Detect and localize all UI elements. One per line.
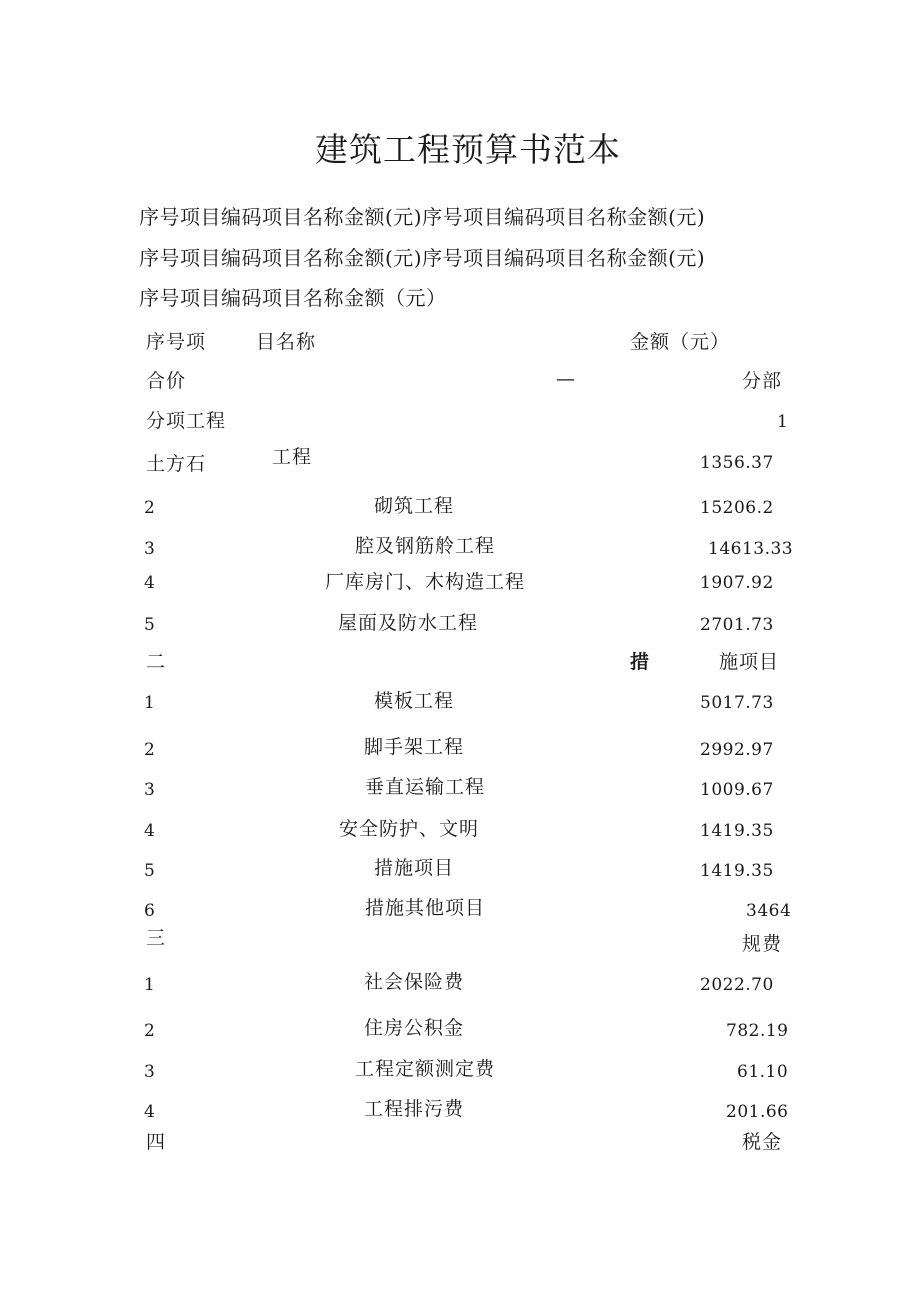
section2-no: 二 — [146, 651, 167, 673]
item-amount: 1419.35 — [700, 861, 774, 881]
item-amount: 2992.97 — [700, 740, 774, 760]
section4-label: 税金 — [742, 1131, 783, 1153]
section2-label-bold: 措 — [630, 651, 651, 673]
item-amount: 61.10 — [737, 1062, 789, 1082]
item-no: 2 — [144, 498, 156, 518]
item-no: 1 — [144, 975, 156, 995]
item-no: 3 — [144, 539, 156, 559]
item-no: 2 — [144, 740, 156, 760]
item-no: 2 — [144, 1021, 156, 1041]
item-name: 厂库房门、木构造工程 — [324, 571, 526, 593]
item-name: 垂直运输工程 — [364, 776, 486, 798]
item-no: 4 — [144, 821, 156, 841]
item-name: 住房公积金 — [363, 1017, 465, 1039]
item-no: 3 — [144, 780, 156, 800]
item-amount: 15206.2 — [700, 498, 774, 518]
item-amount: 201.66 — [726, 1102, 789, 1122]
item-amount: 1009.67 — [700, 780, 774, 800]
item-name: 措施项目 — [373, 857, 455, 879]
total-dash: — — [556, 368, 576, 390]
item-amount: 782.19 — [726, 1021, 789, 1041]
item-name: 模板工程 — [373, 690, 455, 712]
item-name: 工程排污费 — [363, 1098, 465, 1120]
item-no: 4 — [144, 1102, 156, 1122]
item-name: 砌筑工程 — [373, 495, 455, 517]
document-title: 建筑工程预算书范本 — [315, 130, 621, 169]
section1-first-item-right: 工程 — [272, 446, 313, 468]
section1-suffix: 分部 — [742, 370, 783, 392]
item-amount: 2022.70 — [700, 975, 774, 995]
header-line-2: 序号项目编码项目名称金额(元)序号项目编码项目名称金额(元) — [139, 246, 706, 270]
item-no: 4 — [144, 573, 156, 593]
section1-first-item-left: 土方石 — [146, 453, 207, 475]
item-name: 社会保险费 — [363, 971, 465, 993]
item-no: 3 — [144, 1062, 156, 1082]
section1-first-item-amount: 1356.37 — [700, 453, 774, 473]
item-amount: 14613.33 — [708, 539, 794, 559]
item-no: 5 — [144, 615, 156, 635]
table-header-col1: 序号项 — [146, 331, 207, 353]
section2-label-rest: 施项目 — [719, 651, 780, 673]
item-name: 屋面及防水工程 — [337, 612, 479, 634]
item-name: 工程定额测定费 — [354, 1058, 496, 1080]
item-no: 5 — [144, 861, 156, 881]
item-name: 安全防护、文明 — [338, 818, 480, 840]
item-amount: 1907.92 — [700, 573, 774, 593]
item-amount: 1419.35 — [700, 821, 774, 841]
item-name: 腔及钢筋舲工程 — [354, 535, 496, 557]
item-amount: 2701.73 — [700, 615, 774, 635]
item-no: 1 — [144, 693, 156, 713]
total-label: 合价 — [146, 370, 187, 392]
header-line-3: 序号项目编码项目名称金额（元） — [139, 286, 447, 310]
section3-no: 三 — [146, 927, 167, 949]
item-name: 措施其他项目 — [364, 897, 486, 919]
item-amount: 5017.73 — [700, 693, 774, 713]
item-amount: 3464 — [746, 901, 792, 921]
section1-number: 1 — [777, 412, 789, 432]
table-header-col2: 目名称 — [256, 331, 317, 353]
item-no: 6 — [144, 901, 156, 921]
section3-label: 规费 — [742, 933, 783, 955]
section4-no: 四 — [146, 1131, 167, 1153]
section1-label: 分项工程 — [146, 410, 227, 432]
item-name: 脚手架工程 — [363, 736, 465, 758]
table-header-col3: 金额（元） — [630, 331, 731, 353]
header-line-1: 序号项目编码项目名称金额(元)序号项目编码项目名称金额(元) — [139, 205, 706, 229]
